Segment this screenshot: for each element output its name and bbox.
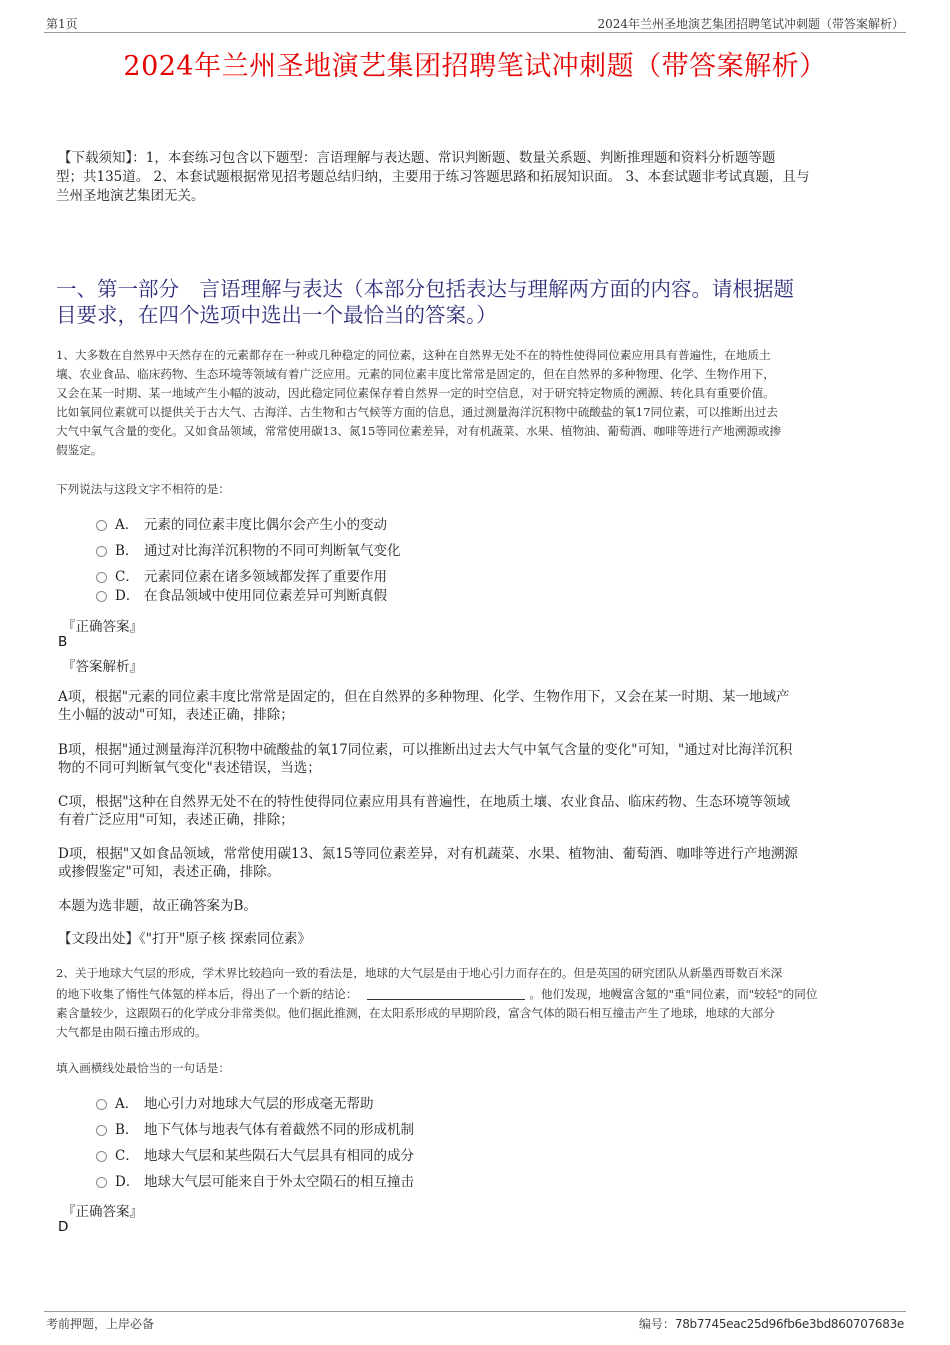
analysis-c-line-2: 有着广泛应用"可知，表述正确，排除； <box>58 812 294 828</box>
option-text: 地球大气层和某些陨石大气层具有相同的成分 <box>144 1148 414 1164</box>
analysis-b-line-2: 物的不同可判断氧气变化"表述错误，当选； <box>58 760 321 776</box>
option-text: 元素同位素在诸多领域都发挥了重要作用 <box>144 569 387 585</box>
q1-passage-line: 大气中氧气含量的变化。又如食品领域，常常使用碳13、氮15等同位素差异，对有机蔬菜、水果、植物油、葡萄酒、咖啡等进行产地溯源或掺 <box>56 424 782 438</box>
q2-answer-label: 『正确答案』 <box>62 1204 143 1220</box>
option-text: 地下气体与地表气体有着截然不同的形成机制 <box>144 1122 414 1138</box>
q1-passage-line: 比如氧同位素就可以提供关于古大气、古海洋、古生物和古气候等方面的信息，通过测量海洋沉积物中硫酸盐的氧17同位素，可以推断出过去 <box>56 405 778 419</box>
analysis-a-line-2: 生小幅的波动"可知，表述正确，排除； <box>58 707 294 723</box>
radio-button-icon[interactable] <box>96 1151 107 1162</box>
radio-button-icon[interactable] <box>96 572 107 583</box>
radio-button-icon[interactable] <box>96 520 107 531</box>
notice-line-3: 兰州圣地演艺集团无关。 <box>56 188 205 204</box>
q1-passage-line: 壤、农业食品、临床药物、生态环境等领域有着广泛应用。元素的同位素丰度比常常是固定的，但在自然界的多种物理、化学、生物作用下， <box>56 367 775 381</box>
analysis-conclusion: 本题为选非题，故正确答案为B。 <box>58 898 257 914</box>
q1-answer-value: B <box>58 634 68 650</box>
q2-option-a[interactable]: A． 地心引力对地球大气层的形成毫无帮助 <box>96 1094 374 1114</box>
q2-passage-line: 2、关于地球大气层的形成，学术界比较趋向一致的看法是，地球的大气层是由于地心引力而存在的。但是英国的研究团队从新墨西哥数百米深 <box>56 966 783 980</box>
q2-passage-line-with-blank: 的地下收集了惰性气体氪的样本后，得出了一个新的结论： 。他们发现，地幔富含氪的"重"同位素，而"较轻"的同位 <box>56 987 818 1001</box>
notice-line-1: 【下载须知】：1，本套练习包含以下题型：言语理解与表达题、常识判断题、数量关系题、判断推理题和资料分析题等题 <box>58 150 776 166</box>
radio-button-icon[interactable] <box>96 1099 107 1110</box>
option-text: 元素的同位素丰度比偶尔会产生小的变动 <box>144 517 387 533</box>
option-text: 地心引力对地球大气层的形成毫无帮助 <box>144 1096 374 1112</box>
q2-passage-line: 大气都是由陨石撞击形成的。 <box>56 1025 207 1039</box>
q2-option-d[interactable]: D． 地球大气层可能来自于外太空陨石的相互撞击 <box>96 1172 414 1192</box>
q1-passage-line: 1、大多数在自然界中天然存在的元素都存在一种或几种稳定的同位素，这种在自然界无处不在的特性使得同位素应用具有普遍性，在地质土 <box>56 348 771 362</box>
analysis-c-line-1: C项，根据"这种在自然界无处不在的特性使得同位素应用具有普遍性，在地质土壤、农业食品、临床药物、生态环境等领域 <box>58 794 791 810</box>
q1-option-d[interactable]: D． 在食品领域中使用同位素差异可判断真假 <box>96 586 387 606</box>
fill-in-blank <box>367 987 525 1000</box>
analysis-b-line-1: B项，根据"通过测量海洋沉积物中硫酸盐的氧17同位素，可以推断出过去大气中氧气含量的变化"可知，"通过对比海洋沉积 <box>58 742 793 758</box>
radio-button-icon[interactable] <box>96 1177 107 1188</box>
radio-button-icon[interactable] <box>96 546 107 557</box>
option-text: 地球大气层可能来自于外太空陨石的相互撞击 <box>144 1174 414 1190</box>
option-text: 在食品领域中使用同位素差异可判断真假 <box>144 588 387 604</box>
footer-slogan: 考前押题，上岸必备 <box>46 1317 155 1331</box>
q1-option-c[interactable]: C． 元素同位素在诸多领域都发挥了重要作用 <box>96 567 387 587</box>
radio-button-icon[interactable] <box>96 1125 107 1136</box>
analysis-d-line-1: D项，根据"又如食品领域，常常使用碳13、氮15等同位素差异，对有机蔬菜、水果、植物油、葡萄酒、咖啡等进行产地溯源 <box>58 846 798 862</box>
header-doc-title: 2024年兰州圣地演艺集团招聘笔试冲刺题（带答案解析） <box>597 17 904 31</box>
q1-option-b[interactable]: B． 通过对比海洋沉积物的不同可判断氧气变化 <box>96 541 401 561</box>
q1-passage-line: 假鉴定。 <box>56 443 103 457</box>
page-title: 2024年兰州圣地演艺集团招聘笔试冲刺题（带答案解析） <box>123 51 827 82</box>
notice-line-2: 型；共135道。 2、本套试题根据常见招考题总结归纳，主要用于练习答题思路和拓展知识面。 3、本套试题非考试真题，且与 <box>56 169 810 185</box>
page-number: 第1页 <box>46 17 78 31</box>
q1-passage-line: 又会在某一时期、某一地域产生小幅的波动，因此稳定同位素保存着自然界一定的时空信息，对于研究特定物质的溯源、转化具有重要价值。 <box>56 386 775 400</box>
q2-answer-value: D <box>58 1219 69 1235</box>
q1-option-a[interactable]: A． 元素的同位素丰度比偶尔会产生小的变动 <box>96 515 387 535</box>
option-text: 通过对比海洋沉积物的不同可判断氧气变化 <box>144 543 401 559</box>
q1-analysis-label: 『答案解析』 <box>62 659 143 675</box>
q2-passage-line: 素含量较少，这跟陨石的化学成分非常类似。他们据此推测，在太阳系形成的早期阶段，富含气体的陨石相互撞击产生了地球，地球的大部分 <box>56 1006 775 1020</box>
document-code: 编号：78b7745eac25d96fb6e3bd860707683e <box>638 1317 904 1331</box>
section-heading-line-1: 一、第一部分 言语理解与表达（本部分包括表达与理解两方面的内容。请根据题 <box>56 277 794 301</box>
header-divider <box>44 32 906 33</box>
q2-stem: 填入画横线处最恰当的一句话是： <box>56 1061 230 1075</box>
analysis-a-line-1: A项，根据"元素的同位素丰度比常常是固定的，但在自然界的多种物理、化学、生物作用下，又会在某一时期、某一地域产 <box>58 689 790 705</box>
q1-stem: 下列说法与这段文字不相符的是： <box>56 482 230 496</box>
footer-divider <box>44 1311 906 1312</box>
text-source: 【文段出处】《"打开"原子核 探索同位素》 <box>58 931 311 947</box>
section-heading-line-2: 目要求，在四个选项中选出一个最恰当的答案。） <box>56 303 497 327</box>
q2-option-c[interactable]: C． 地球大气层和某些陨石大气层具有相同的成分 <box>96 1146 414 1166</box>
q2-option-b[interactable]: B． 地下气体与地表气体有着截然不同的形成机制 <box>96 1120 414 1140</box>
q1-answer-label: 『正确答案』 <box>62 619 143 635</box>
analysis-d-line-2: 或掺假鉴定"可知，表述正确，排除。 <box>58 864 281 880</box>
radio-button-icon[interactable] <box>96 591 107 602</box>
